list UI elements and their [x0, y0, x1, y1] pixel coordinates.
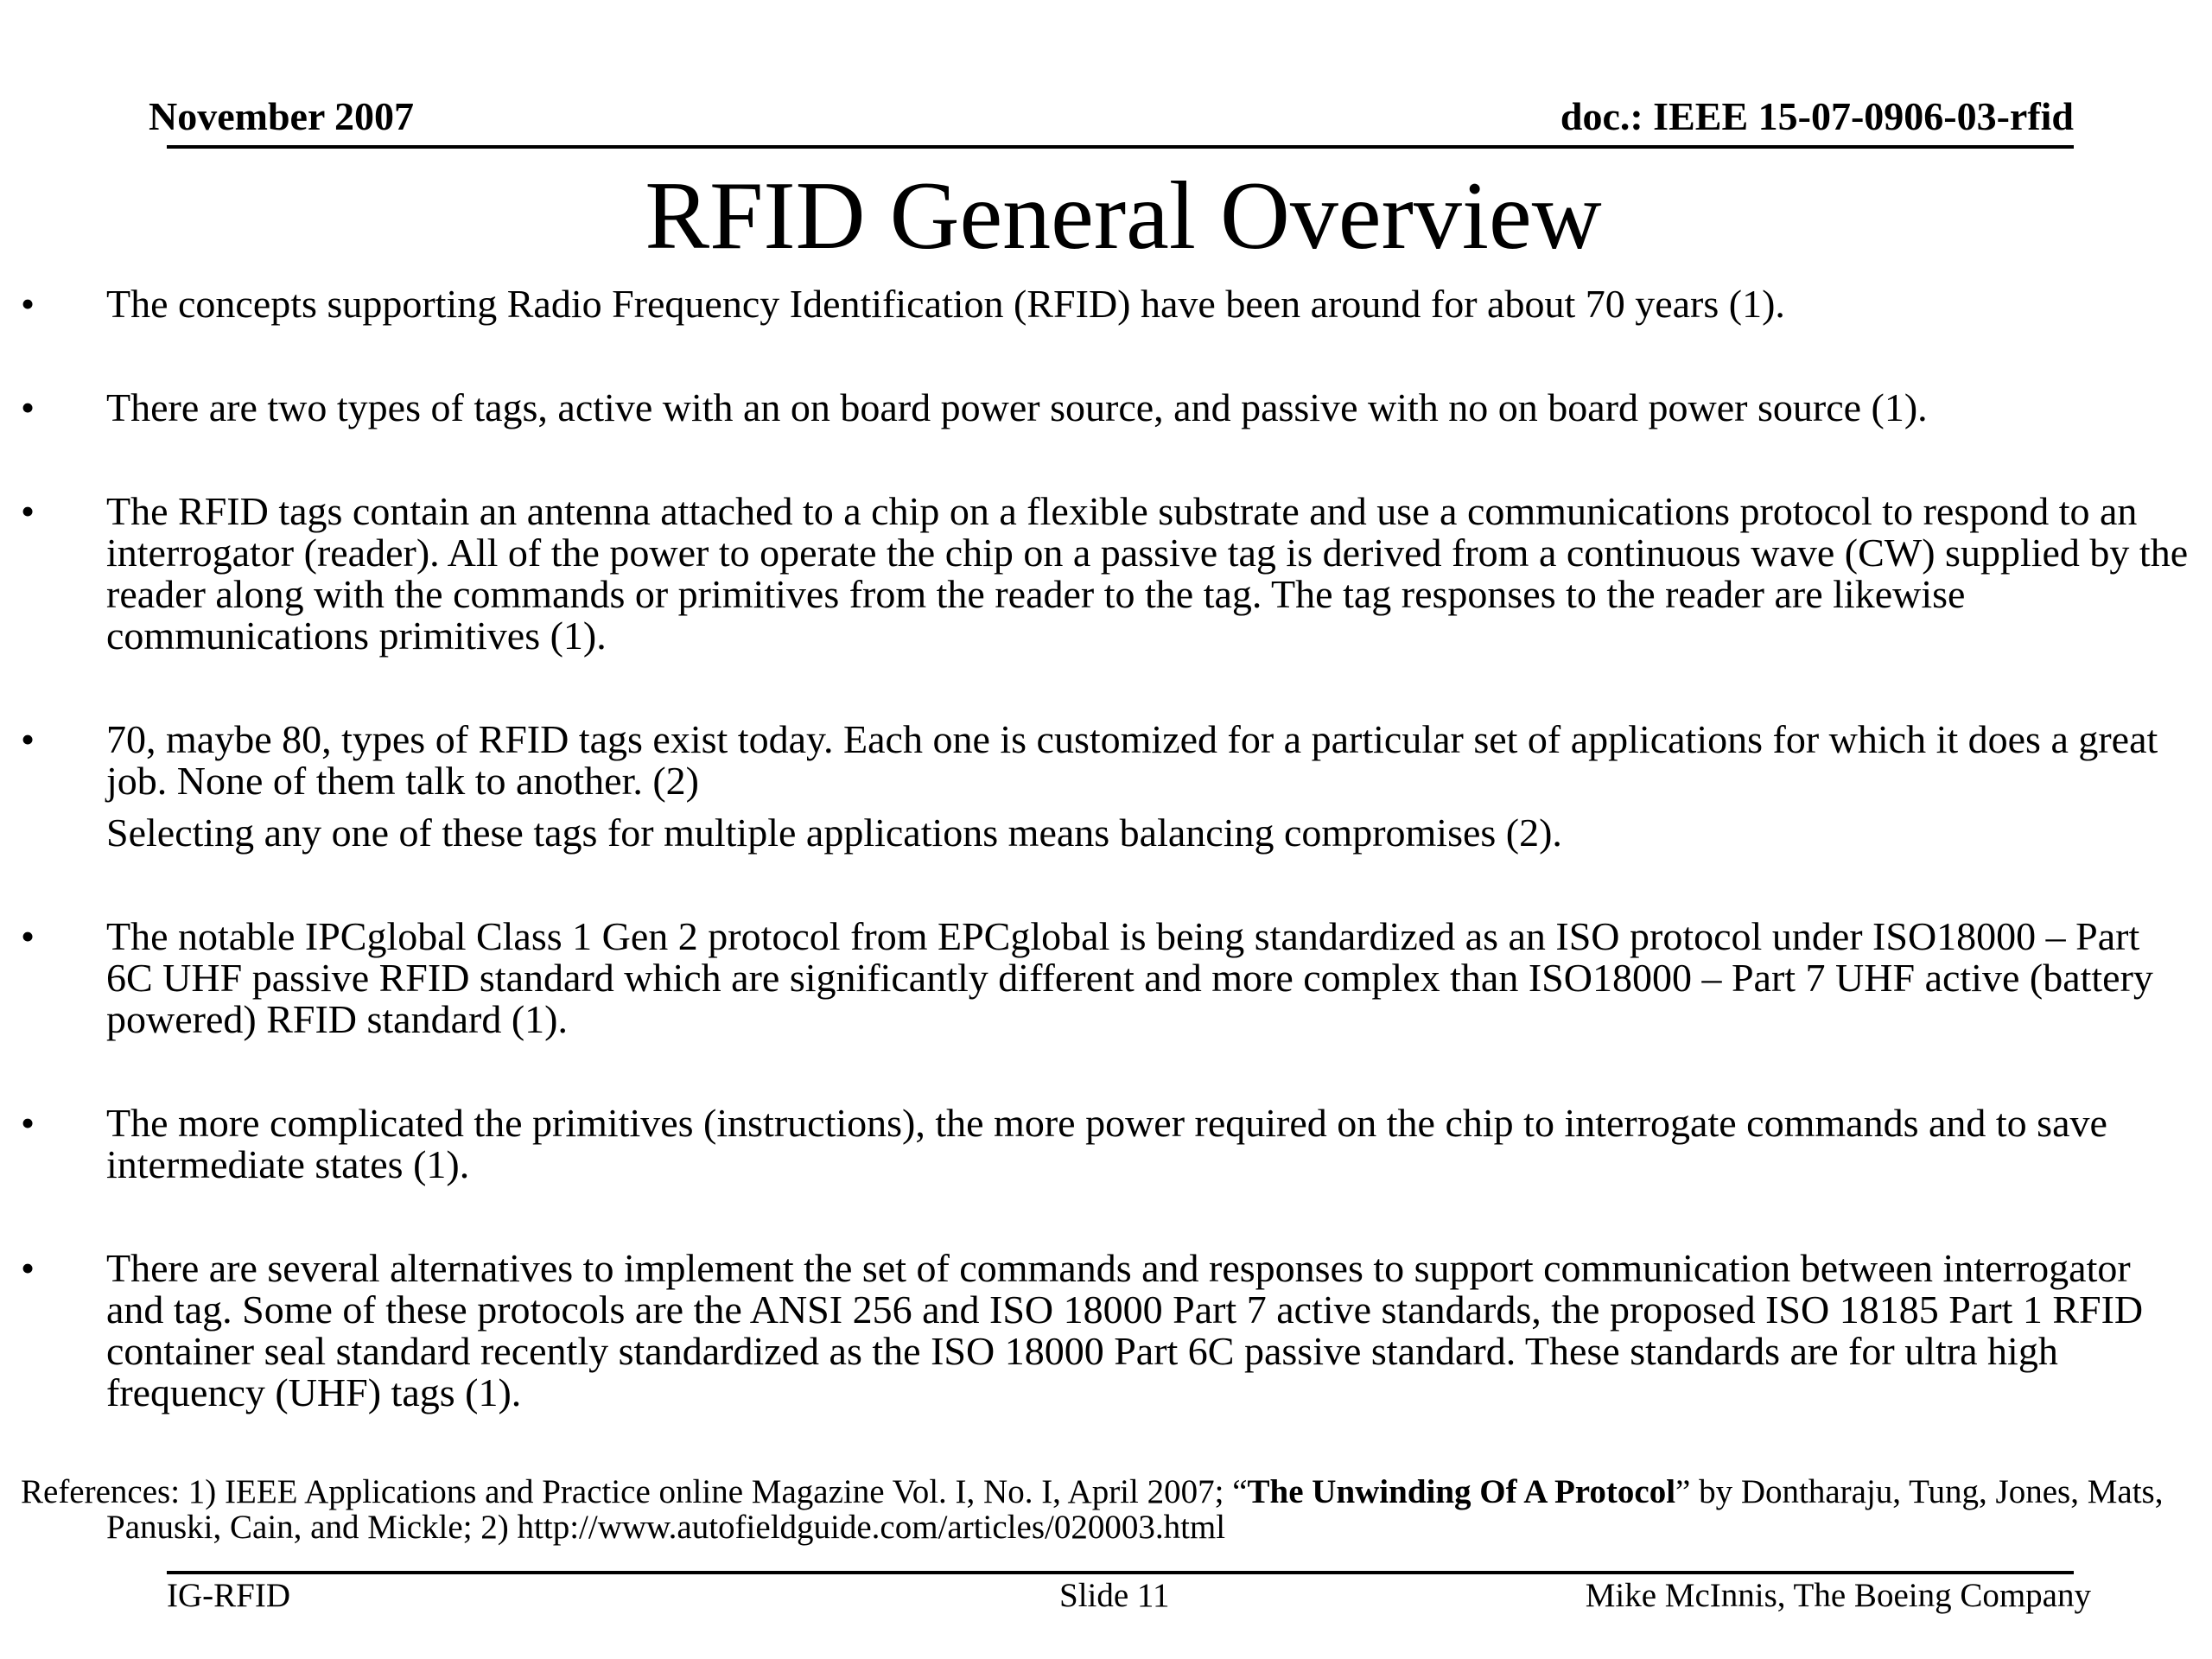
bullet-item [21, 1103, 2195, 1185]
bullet-marker: • [21, 385, 35, 429]
bullet-text: The concepts supporting Radio Frequency Identification (RFID) have been around for about 70 years (1). [106, 282, 1785, 326]
slide-title: RFID General Overview [645, 162, 1602, 270]
bullet-item [21, 387, 2195, 429]
bullet-text: The more complicated the primitives (instructions), the more power required on the chip to interrogate commands and to save intermediate states (1). [106, 1101, 2107, 1186]
bullet-item [21, 491, 2195, 657]
header-date: November 2007 [149, 94, 415, 138]
footer-rule [167, 1571, 2074, 1574]
header-doc-id: doc.: IEEE 15-07-0906-03-rfid [1560, 94, 2074, 138]
bullet-marker: • [21, 914, 35, 958]
bullet-text: 70, maybe 80, types of RFID tags exist today. Each one is customized for a particular set of applications for which it does a great job. None of them talk to another. (2) [106, 717, 2158, 803]
bullet-marker: • [21, 1101, 35, 1145]
footer-slide-number: Slide 11 [1059, 1577, 1170, 1614]
bullet-item [21, 719, 2195, 854]
bullet-marker: • [21, 1246, 35, 1290]
bullet-marker: • [21, 489, 35, 533]
footer-group-name: IG-RFID [167, 1577, 290, 1614]
references-prefix: References: 1) IEEE Applications and Practice online Magazine Vol. I, No. I, April 2007; “ [21, 1473, 1248, 1510]
footer-author: Mike McInnis, The Boeing Company [1585, 1577, 2091, 1614]
header-rule [167, 145, 2074, 149]
bullet-text: The notable IPCglobal Class 1 Gen 2 protocol from EPCglobal is being standardized as an ISO protocol under ISO18000 – Part 6C UHF passive RFID standard which are significantly different and more complex than ISO18000 – Part 7 UHF active (battery powered) RFID standard (1). [106, 914, 2153, 1041]
references-suffix: ” by Dontharaju, Tung, Jones, Mats, Panuski, Cain, and Mickle; 2) http://www.autofieldguide.com/articles/020003.html [106, 1473, 2164, 1546]
bullet-item [21, 1248, 2195, 1414]
bullet-text: The RFID tags contain an antenna attached to a chip on a flexible substrate and use a communications protocol to respond to an interrogator (reader). All of the power to operate the chip on a passive tag is derived from a continuous wave (CW) supplied by the reader along with the commands or primitives from the reader to the tag. The tag responses to the reader are likewise communications primitives (1). [106, 489, 2189, 658]
bullet-item [21, 916, 2195, 1040]
bullet-item [21, 283, 2195, 325]
references-article-title: The Unwinding Of A Protocol [1247, 1473, 1676, 1510]
bullet-continuation-text: Selecting any one of these tags for multiple applications means balancing compromises (2). [106, 810, 1562, 855]
bullet-text: There are two types of tags, active with an on board power source, and passive with no on board power source (1). [106, 385, 1928, 429]
slide-body [21, 283, 2195, 1476]
bullet-marker: • [21, 717, 35, 761]
bullet-marker: • [21, 282, 35, 326]
bullet-text: There are several alternatives to implement the set of commands and responses to support communication between interrogator and tag. Some of these protocols are the ANSI 256 and ISO 18000 Part 7 active standards, the proposed ISO 18185 Part 1 RFID container seal standard recently standardized as the ISO 18000 Part 6C passive standard. These standards are for ultra high frequency (UHF) tags (1). [106, 1246, 2144, 1414]
references [21, 1474, 2212, 1545]
